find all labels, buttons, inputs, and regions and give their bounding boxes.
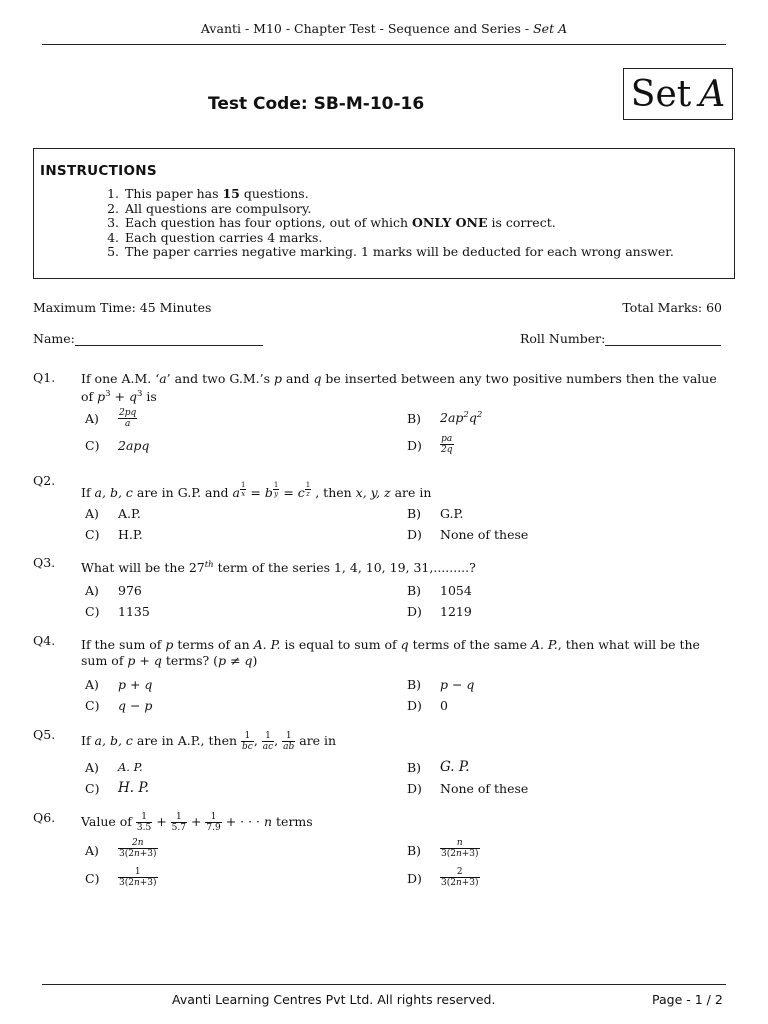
option-label: A) bbox=[85, 411, 99, 426]
instructions-box bbox=[33, 148, 735, 279]
option-b: p − q bbox=[440, 677, 475, 692]
option-a: 976 bbox=[118, 583, 142, 598]
option-label: C) bbox=[85, 604, 100, 619]
instruction-item: 3. Each question has four options, out of which ONLY ONE is correct. bbox=[107, 215, 556, 231]
footer-divider bbox=[42, 984, 726, 985]
question-text: If one A.M. ‘a’ and two G.M.’s p and q be inserted between any two positive numbers then the value of $p^3 + q^3$ is bbox=[81, 371, 717, 404]
option-label: B) bbox=[407, 677, 422, 692]
option-label: A) bbox=[85, 506, 99, 521]
max-time: Maximum Time: 45 Minutes bbox=[33, 300, 212, 315]
option-b: $\frac{n}{3(2n+3)}$ bbox=[441, 838, 479, 859]
option-a: $\frac{2n}{3(2n+3)}$ bbox=[119, 838, 157, 859]
option-label: A) bbox=[85, 677, 99, 692]
option-label: D) bbox=[407, 604, 422, 619]
option-label: A) bbox=[85, 583, 99, 598]
option-c: H.P. bbox=[118, 527, 143, 542]
option-b: $2ap^2q^2$ bbox=[440, 410, 483, 426]
option-d: 0 bbox=[440, 698, 448, 713]
option-b: 1054 bbox=[440, 583, 472, 598]
question-text: If a, b, c are in A.P., then $\frac{1}{bc}$ , $\frac{1}{ac}$ , $\frac{1}{ab}$ are in bbox=[81, 731, 337, 752]
option-label: D) bbox=[407, 871, 422, 886]
roll-number-line: Roll Number: bbox=[520, 331, 721, 346]
option-label: D) bbox=[407, 527, 422, 542]
question-text: If a, b, c are in G.P. and a $^{\frac{1}{x}}$ = b $^{\frac{1}{y}}$ = c $^{\frac{1}{z}}$ , then x, y, z are in bbox=[81, 481, 432, 501]
option-label: C) bbox=[85, 781, 100, 796]
option-label: D) bbox=[407, 698, 422, 713]
option-label: B) bbox=[407, 843, 422, 858]
option-a: p + q bbox=[118, 677, 153, 692]
option-d: 1219 bbox=[440, 604, 472, 619]
instruction-item: 5. The paper carries negative marking. 1 marks will be deducted for each wrong answer. bbox=[107, 244, 674, 260]
option-d: None of these bbox=[440, 781, 529, 796]
option-c: q − p bbox=[118, 698, 153, 713]
option-label: D) bbox=[407, 438, 422, 453]
header-title: Avanti - M10 - Chapter Test - Sequence and Series - Set A bbox=[200, 21, 568, 36]
option-d: $\frac{pa}{2q}$ bbox=[441, 434, 453, 455]
option-label: C) bbox=[85, 871, 100, 886]
question-number: Q3. bbox=[33, 555, 56, 570]
option-c: H. P. bbox=[118, 780, 149, 796]
option-label: A) bbox=[85, 843, 99, 858]
option-a: A.P. bbox=[118, 506, 141, 521]
option-label: B) bbox=[407, 411, 422, 426]
question-number: Q2. bbox=[33, 473, 56, 488]
set-box: Set A bbox=[623, 68, 733, 120]
instruction-item: 2. All questions are compulsory. bbox=[107, 200, 312, 216]
instruction-item: 1. This paper has 15 questions. bbox=[107, 186, 309, 201]
option-label: B) bbox=[407, 506, 422, 521]
option-label: C) bbox=[85, 527, 100, 542]
name-line: Name: bbox=[33, 331, 263, 346]
option-label: C) bbox=[85, 698, 100, 713]
option-c: 2apq bbox=[118, 438, 150, 453]
option-label: A) bbox=[85, 760, 99, 775]
question-number: Q1. bbox=[33, 370, 56, 385]
header-divider bbox=[42, 44, 726, 45]
option-a: A. P. bbox=[118, 760, 143, 774]
option-label: D) bbox=[407, 781, 422, 796]
question-text: If the sum of p terms of an A. P. is equal to sum of q terms of the same A. P., then what will be the sum of p + q terms? (p ≠ q) bbox=[81, 637, 700, 668]
question-number: Q4. bbox=[33, 633, 56, 648]
question-text: Value of $\frac{1}{3.5}$ + $\frac{1}{5.7}$ + $\frac{1}{7.9}$ + · · · n terms bbox=[81, 812, 313, 833]
option-d: $\frac{2}{3(2n+3)}$ bbox=[441, 867, 479, 888]
option-label: B) bbox=[407, 583, 422, 598]
option-c: 1135 bbox=[118, 604, 150, 619]
question-number: Q5. bbox=[33, 727, 56, 742]
instructions-title: INSTRUCTIONS bbox=[40, 163, 157, 179]
option-label: B) bbox=[407, 760, 422, 775]
question-text: What will be the 27th term of the series 1, 4, 10, 19, 31,.........? bbox=[81, 560, 476, 576]
option-a: $\frac{2pq}{a}$ bbox=[119, 408, 137, 429]
footer-page-number: Page - 1 / 2 bbox=[652, 992, 723, 1007]
footer-copyright: Avanti Learning Centres Pvt Ltd. All rights reserved. bbox=[172, 992, 496, 1007]
instruction-item: 4. Each question carries 4 marks. bbox=[107, 229, 323, 245]
total-marks: Total Marks: 60 bbox=[622, 300, 722, 315]
option-c: $\frac{1}{3(2n+3)}$ bbox=[119, 867, 157, 888]
option-b: G. P. bbox=[440, 759, 470, 775]
test-code: Test Code: SB-M-10-16 bbox=[208, 94, 425, 114]
instructions-list bbox=[100, 187, 674, 260]
option-b: G.P. bbox=[440, 506, 464, 521]
option-label: C) bbox=[85, 438, 100, 453]
question-number: Q6. bbox=[33, 810, 56, 825]
option-d: None of these bbox=[440, 527, 529, 542]
